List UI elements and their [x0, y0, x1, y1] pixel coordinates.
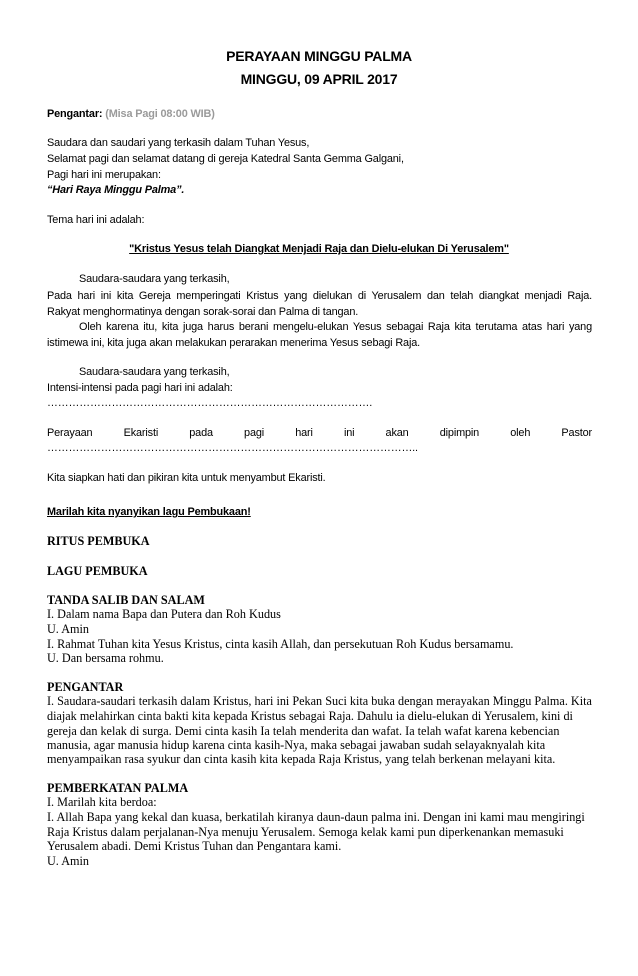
salam-line: U. Dan bersama rohmu.	[47, 651, 164, 665]
prepare-line: Kita siapkan hati dan pikiran kita untuk menyambut Ekaristi.	[47, 472, 326, 484]
lagu-pembuka-heading: LAGU PEMBUKA	[47, 564, 148, 578]
welcome-line: Selamat pagi dan selamat datang di gereja Katedral Santa Gemma Galgani,	[47, 153, 404, 165]
para1-line: Pada hari ini kita Gereja memperingati Kristus yang dielukan di Yerusalem dan telah diangkat menjadi Raja.	[47, 290, 592, 302]
pemberkatan-line: I. Marilah kita berdoa:	[47, 795, 157, 809]
salam-heading: TANDA SALIB DAN SALAM	[47, 593, 205, 607]
intro-label-line	[47, 108, 215, 120]
para1-line: Oleh karena itu, kita juga harus berani mengelu-elukan Yesus sebagai Raja kita terutama atas hari yang	[79, 321, 592, 333]
mass-time: (Misa Pagi 08:00 WIB)	[105, 108, 215, 120]
today-line: Pagi hari ini merupakan:	[47, 169, 161, 181]
celebrant-blank: …………………………………………………………………………………………..	[47, 442, 418, 454]
salam-line: I. Dalam nama Bapa dan Putera dan Roh Kudus	[47, 607, 281, 621]
document-title: PERAYAAN MINGGU PALMA	[226, 48, 412, 64]
pengantar-line: I. Saudara-saudari terkasih dalam Kristus, hari ini Pekan Suci kita buka dengan merayakan Minggu Palma. Kita	[47, 694, 592, 708]
pemberkatan-line: U. Amin	[47, 854, 89, 868]
salam-line: U. Amin	[47, 622, 89, 636]
pemberkatan-line: Yerusalem abadi. Demi Kristus Tuhan dan Pengantara kami.	[47, 839, 342, 853]
opening-song-call: Marilah kita nyanyikan lagu Pembukaan!	[47, 506, 251, 518]
greeting-line: Saudara dan saudari yang terkasih dalam Tuhan Yesus,	[47, 137, 310, 149]
intentions-label: Intensi-intensi pada pagi hari ini adalah:	[47, 382, 233, 394]
intro-label: Pengantar:	[47, 108, 103, 120]
para1-line: istimewa ini, kita juga akan melakukan perarakan menerima Yesus sebagi Raja.	[47, 337, 421, 349]
pengantar-line: gereja dan kelak di surga. Demi cinta kasih Ia telah menderita dan wafat. Ia telah wafat karena kebencian	[47, 724, 560, 738]
pengantar-line: diajak melahirkan cinta bakti kita kepada Kristus sebagai Raja. Dahulu ia dielu-elukan di Yerusalem, kini di	[47, 709, 573, 723]
pengantar-line: menyampaikan rasa syukur dan cinta kasih kita kepada Raja Kristus, yang telah berkenan melayani kita.	[47, 752, 556, 766]
celebrant-line: Perayaan Ekaristi pada pagi hari ini akan dipimpin oleh Pastor	[47, 427, 592, 439]
theme-text: "Kristus Yesus telah Diangkat Menjadi Raja dan Dielu-elukan Di Yerusalem"	[129, 243, 509, 255]
ritus-pembuka-heading: RITUS PEMBUKA	[47, 534, 150, 548]
salam-line: I. Rahmat Tuhan kita Yesus Kristus, cinta kasih Allah, dan persekutuan Roh Kudus bersamamu.	[47, 637, 514, 651]
para1-salutation: Saudara-saudara yang terkasih,	[79, 273, 230, 285]
pemberkatan-heading: PEMBERKATAN PALMA	[47, 781, 189, 795]
pemberkatan-line: I. Allah Bapa yang kekal dan kuasa, berkatilah kiranya daun-daun palma ini. Dengan ini kami mau mengiringi	[47, 810, 585, 824]
feast-name: “Hari Raya Minggu Palma”.	[47, 184, 185, 196]
pengantar-heading: PENGANTAR	[47, 680, 124, 694]
pengantar-line: manusia, agar manusia hidup karena cinta kasih-Nya, maka sebagai jawaban sudah selayaknyalah kita	[47, 738, 546, 752]
theme-label: Tema hari ini adalah:	[47, 214, 145, 226]
para1-line: Rakyat menghormatinya dengan sorak-sorai dan Palma di tangan.	[47, 306, 359, 318]
pemberkatan-line: Raja Kristus dalam perjalanan-Nya menuju Yerusalem. Semoga kelak kami pun diperkenankan memasuki	[47, 825, 564, 839]
para2-salutation: Saudara-saudara yang terkasih,	[79, 366, 230, 378]
document-date: MINGGU, 09 APRIL 2017	[240, 71, 398, 87]
intentions-blank: ……………………………………………………………………………….	[47, 397, 373, 409]
